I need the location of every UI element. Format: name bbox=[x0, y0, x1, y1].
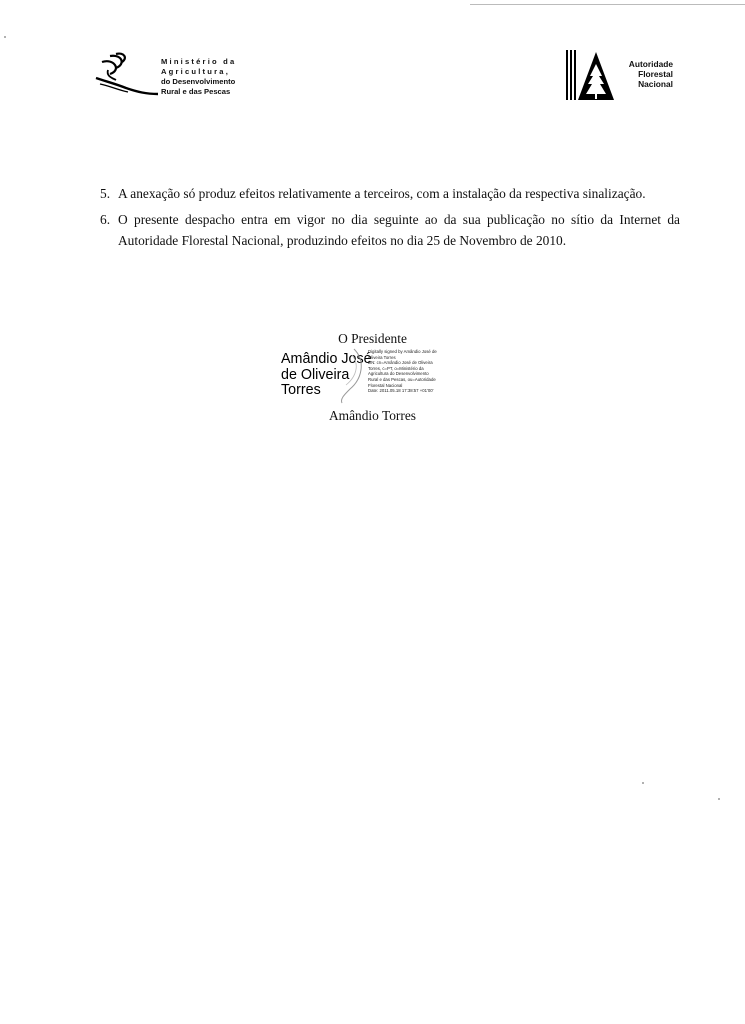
clause-number: 5. bbox=[100, 186, 111, 201]
scan-speck bbox=[718, 798, 720, 800]
signature-swirl-icon bbox=[322, 345, 370, 405]
clause-text: O presente despacho entra em vigor no dia seguinte ao da sua publicação no sítio da Internet da Autoridade Florestal Nacional, produzindo efeitos no dia 25 de Novembro de 2010. bbox=[118, 212, 680, 248]
scan-edge-line bbox=[470, 4, 745, 5]
ministry-name-line: Rural e das Pescas bbox=[161, 87, 231, 96]
signer-name-line: Torres bbox=[281, 382, 321, 398]
digital-signature-details bbox=[368, 349, 468, 394]
ministry-logo bbox=[92, 46, 262, 106]
signature-detail-line: Florestal Nacional bbox=[368, 382, 403, 388]
signature-detail-line: Oliveira Torres bbox=[368, 354, 396, 360]
signature-detail-line: DN: cn=Amândio José de Oliveira bbox=[368, 360, 433, 366]
afn-name-line: Nacional bbox=[638, 79, 673, 89]
afn-emblem-icon bbox=[566, 50, 616, 102]
afn-logo bbox=[566, 50, 686, 102]
ministry-emblem-icon bbox=[92, 48, 162, 104]
dispatch-clauses bbox=[100, 183, 680, 256]
ministry-name-line: Ministério da bbox=[161, 57, 237, 66]
afn-name-line: Florestal bbox=[638, 69, 673, 79]
afn-name-line: Autoridade bbox=[628, 59, 673, 69]
signature-detail-line: Date: 2011.05.18 17:38:57 +01'00' bbox=[368, 388, 434, 394]
signature-detail-line: Rural e das Pescas, ou=Autoridade bbox=[368, 376, 436, 382]
list-item bbox=[100, 209, 680, 251]
list-item bbox=[100, 183, 680, 204]
signer-name-line: de Oliveira bbox=[281, 366, 350, 383]
ministry-name-line: do Desenvolvimento bbox=[161, 77, 236, 86]
signature-detail-line: Torres, c=PT, o=Ministério da bbox=[368, 365, 424, 371]
clause-number: 6. bbox=[100, 212, 111, 227]
scan-speck bbox=[4, 36, 6, 38]
scan-speck bbox=[642, 782, 644, 784]
clause-text: A anexação só produz efeitos relativamente a terceiros, com a instalação da respectiva sinalização. bbox=[118, 186, 646, 201]
signature-detail-line: Agricultura do Desenvolvimento bbox=[368, 371, 429, 377]
signatory-printed-name: Amândio Torres bbox=[329, 408, 416, 423]
ministry-name-line: Agricultura, bbox=[161, 67, 231, 76]
signatory-role: O Presidente bbox=[338, 331, 407, 346]
signature-detail-line: Digitally signed by Amândio José de bbox=[368, 349, 437, 354]
signer-name-line: Amândio José bbox=[281, 351, 372, 367]
